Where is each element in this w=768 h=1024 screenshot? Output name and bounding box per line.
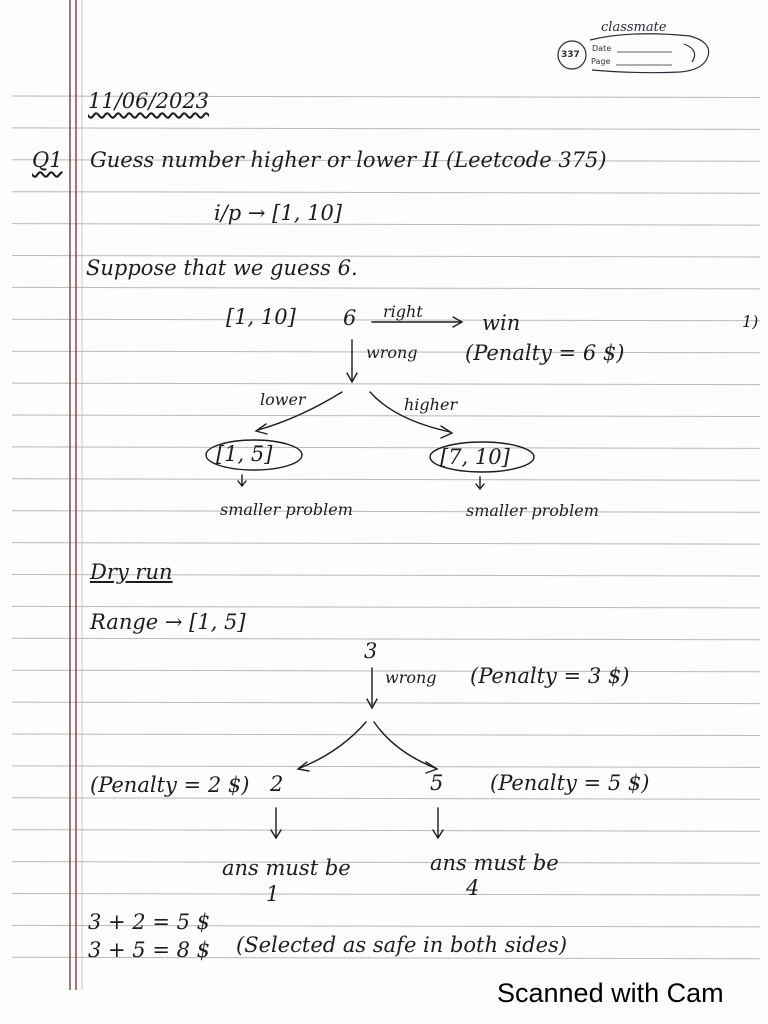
- tree2-right-val: 4: [466, 876, 480, 900]
- dry-run-title: Dry run: [90, 560, 173, 584]
- range-line: Range → [1, 5]: [90, 610, 246, 634]
- tree1-higher-label: higher: [404, 395, 458, 414]
- ruled-line: [12, 447, 760, 449]
- ruled-line: [12, 798, 760, 800]
- sum-line-2-note: (Selected as safe in both sides): [236, 933, 568, 957]
- right-down-arrow: [476, 477, 484, 489]
- page-label: Page: [591, 57, 611, 66]
- tree2-right-ans: ans must be: [430, 851, 559, 875]
- left2-branch: [300, 722, 366, 768]
- tree1-right-sub: smaller problem: [466, 501, 599, 520]
- tree2-left-val: 1: [266, 882, 280, 906]
- tree2-guess: 3: [364, 639, 378, 663]
- tree2-penalty: (Penalty = 3 $): [470, 664, 630, 688]
- ruled-line: [12, 702, 760, 704]
- ruled-line: [12, 224, 760, 226]
- tree2-left-ans: ans must be: [222, 856, 351, 880]
- question-title: Guess number higher or lower II (Leetcode 375): [90, 148, 607, 172]
- left-down-arrow: [238, 475, 246, 486]
- ruled-line: [12, 415, 760, 417]
- higher-branch-head: [441, 426, 452, 438]
- ruled-line: [12, 638, 760, 640]
- ruled-line: [12, 830, 760, 832]
- brand-name: classmate: [601, 20, 667, 35]
- right2-branch: [374, 722, 435, 768]
- tree1-wrong-label: wrong: [366, 343, 418, 362]
- ruled-line: [12, 287, 760, 289]
- tree2-left-penalty: (Penalty = 2 $): [90, 773, 250, 797]
- tree2-wrong-label: wrong: [385, 668, 437, 687]
- suppose-text: Suppose that we guess 6.: [86, 256, 358, 280]
- sum-line-1: 3 + 2 = 5 $: [88, 910, 211, 934]
- ruled-line: [12, 734, 760, 736]
- tree1-win: win: [482, 311, 521, 335]
- ruled-line: [12, 606, 760, 608]
- tree1-guess: 6: [343, 306, 357, 330]
- ruled-line: [12, 511, 760, 513]
- note-date: 11/06/2023: [88, 89, 210, 113]
- sum-line-2: 3 + 5 = 8 $: [88, 938, 211, 962]
- page-number-badge: 337: [561, 50, 580, 60]
- margin-mark: 1): [742, 312, 759, 331]
- tree1-lower-label: lower: [260, 390, 306, 409]
- tree1-penalty: (Penalty = 6 $): [465, 341, 625, 365]
- brand-badge: [558, 34, 709, 73]
- tree2-left-guess: 2: [270, 772, 284, 796]
- tree2-right-guess: 5: [430, 771, 444, 795]
- tree1-left-range: [1, 5]: [216, 442, 273, 466]
- tree1-right-label: right: [383, 302, 423, 321]
- ruled-line: [12, 543, 760, 545]
- tree1-right-range: [7, 10]: [440, 445, 510, 469]
- ruled-lines: [12, 96, 760, 959]
- ruled-line: [12, 383, 760, 385]
- ruled-line: [12, 862, 760, 864]
- ruled-line: [12, 766, 760, 768]
- ruled-line: [12, 894, 760, 896]
- input-range: i/p → [1, 10]: [214, 201, 342, 225]
- ruled-line: [12, 479, 760, 481]
- tree2-right-penalty: (Penalty = 5 $): [490, 771, 650, 795]
- ruled-line: [12, 192, 760, 194]
- question-number: Q1: [32, 148, 63, 172]
- ruled-line: [12, 128, 760, 129]
- tree1-range: [1, 10]: [226, 305, 296, 329]
- tree1-left-sub: smaller problem: [220, 500, 353, 519]
- date-label: Date: [592, 44, 612, 53]
- scanner-watermark: Scanned with Cam: [497, 978, 724, 1008]
